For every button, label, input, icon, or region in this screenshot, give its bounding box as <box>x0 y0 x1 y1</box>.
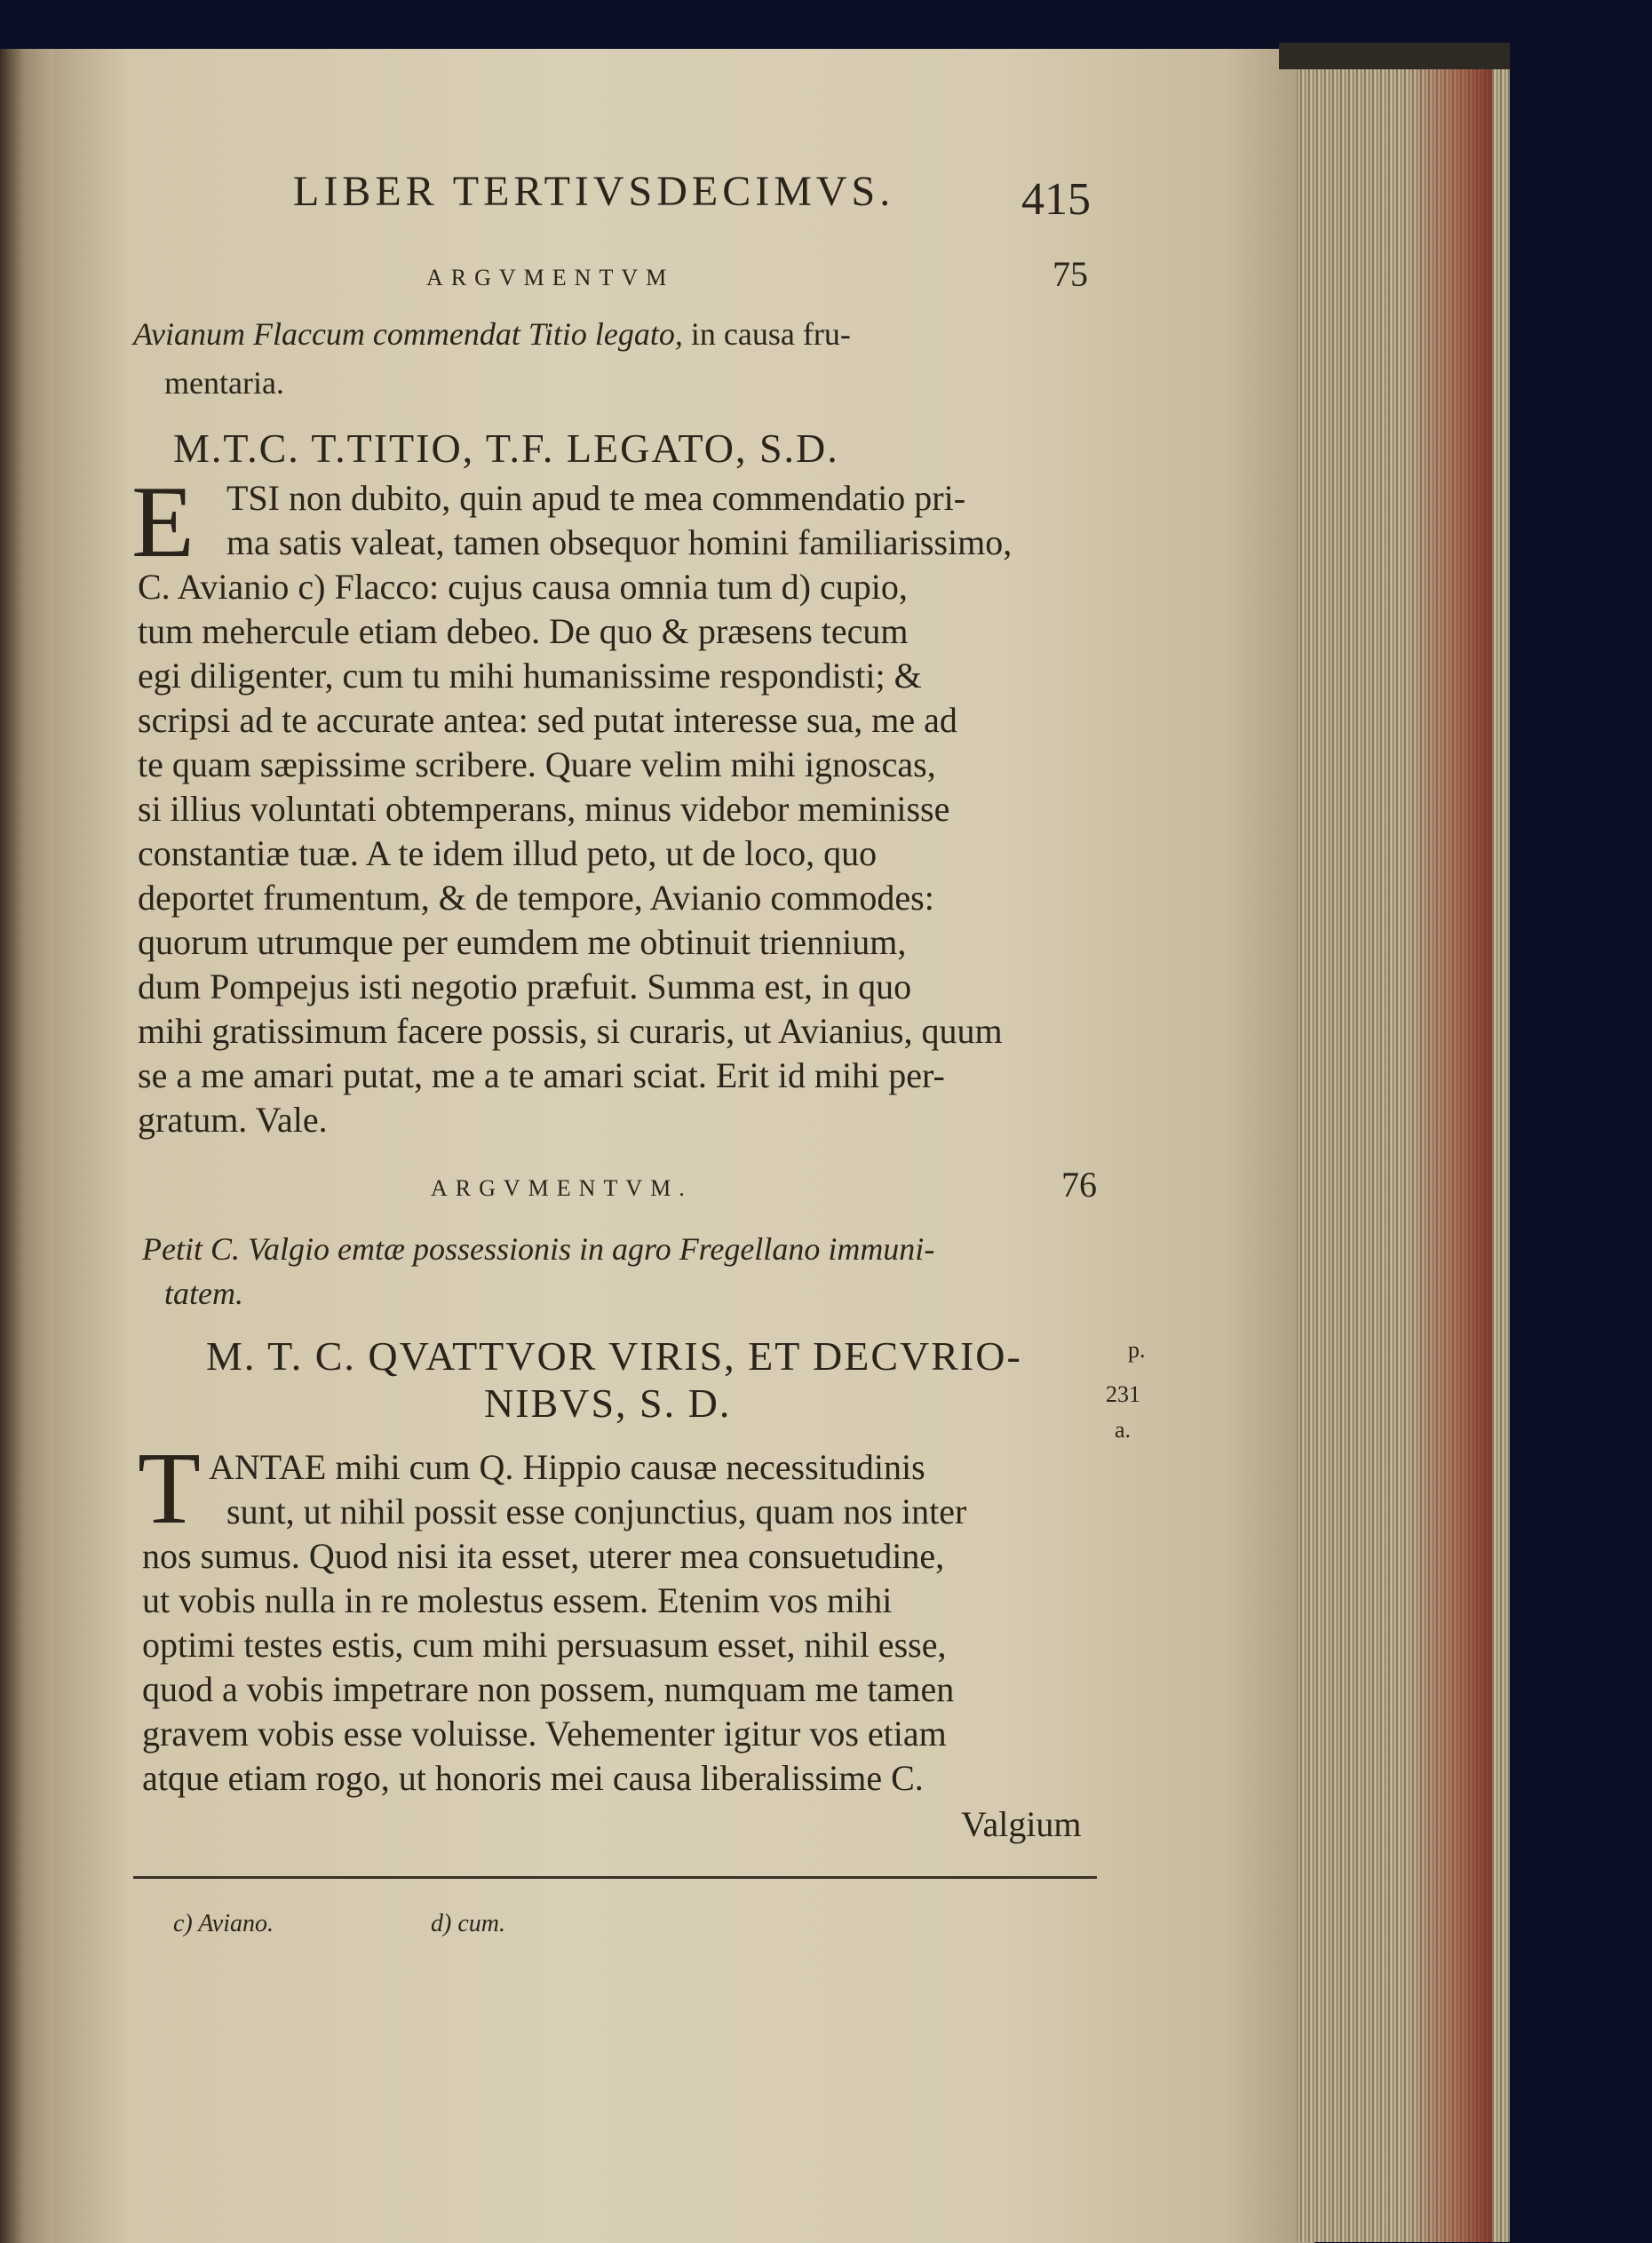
text-line: se a me amari putat, me a te amari sciat. Erit id mihi per- <box>138 1055 945 1095</box>
text-line: si illius voluntati obtemperans, minus videbor meminisse <box>138 789 950 829</box>
argument-summary-76-line2: tatem. <box>164 1276 243 1311</box>
salutation-75: M.T.C. T.TITIO, T.F. LEGATO, S.D. <box>173 426 839 471</box>
text-line: tum mehercule etiam debeo. De quo & præsens tecum <box>138 611 909 651</box>
argument-heading-75: ARGVMENTVM <box>426 265 675 290</box>
salutation-76-line2: NIBVS, S. D. <box>484 1380 732 1426</box>
text-line: atque etiam rogo, ut honoris mei causa liberalissime C. <box>142 1758 924 1798</box>
text-line: ut vobis nulla in re molestus essem. Etenim vos mihi <box>142 1580 893 1620</box>
text-line: mihi gratissimum facere possis, si curaris, ut Avianius, quum <box>138 1011 1003 1051</box>
text-line: sunt, ut nihil possit esse conjunctius, quam nos inter <box>226 1491 967 1531</box>
margin-note-line3: a. <box>1115 1417 1132 1443</box>
text-line: constantiæ tuæ. A te idem illud peto, ut de loco, quo <box>138 833 878 873</box>
catchword: Valgium <box>961 1804 1082 1844</box>
drop-cap-75: E <box>131 465 195 579</box>
text-line: te quam sæpissime scribere. Quare velim mihi ignoscas, <box>138 744 936 784</box>
text-line: optimi testes estis, cum mihi persuasum esset, nihil esse, <box>142 1625 947 1665</box>
footnote-rule <box>133 1876 1097 1879</box>
text-line: scripsi ad te accurate antea: sed putat interesse sua, me ad <box>138 700 957 740</box>
text-line: ma satis valeat, tamen obsequor homini familiarissimo, <box>226 522 1013 562</box>
argument-number-75: 75 <box>1052 254 1088 294</box>
text-line: gratum. Vale. <box>138 1100 328 1140</box>
drop-cap-76: T <box>138 1432 201 1546</box>
argument-number-76: 76 <box>1061 1165 1097 1205</box>
running-head: LIBER TERTIVSDECIMVS. <box>293 168 895 215</box>
argument-summary-76: Petit C. Valgio emtæ possessionis in agro Fregellano immuni- <box>142 1231 935 1267</box>
argument-summary-75-line2: mentaria. <box>164 365 284 401</box>
text-line: dum Pompejus isti negotio præfuit. Summa est, in quo <box>138 966 912 1006</box>
text-line: TSI non dubito, quin apud te mea commendatio pri- <box>226 478 966 518</box>
salutation-76-line1: M. T. C. QVATTVOR VIRIS, ET DECVRIO- <box>206 1333 1022 1379</box>
margin-note-line1: p. <box>1128 1337 1146 1363</box>
footnote-d: d) cum. <box>431 1910 505 1937</box>
text-line: quod a vobis impetrare non possem, numquam me tamen <box>142 1669 955 1709</box>
footnote-c: c) Aviano. <box>173 1910 274 1937</box>
book-cover-edge <box>1279 43 1510 69</box>
summary-plain: in causa fru- <box>690 316 851 352</box>
facing-page-edge <box>0 49 53 2243</box>
page-number: 415 <box>1021 174 1091 225</box>
text-line: ANTAE mihi cum Q. Hippio causæ necessitudinis <box>209 1447 925 1487</box>
text-line: nos sumus. Quod nisi ita esset, uterer mea consuetudine, <box>142 1536 945 1576</box>
margin-note-line2: 231 <box>1106 1381 1140 1407</box>
argument-heading-76: ARGVMENTVM. <box>431 1175 693 1201</box>
argument-summary-75 <box>133 315 851 353</box>
text-line: C. Avianio c) Flacco: cujus causa omnia tum d) cupio, <box>138 567 908 607</box>
summary-italic: Avianum Flaccum commendat Titio legato, <box>133 316 683 352</box>
text-line: gravem vobis esse voluisse. Vehementer igitur vos etiam <box>142 1714 947 1754</box>
text-line: quorum utrumque per eumdem me obtinuit triennium, <box>138 922 907 962</box>
text-line: egi diligenter, cum tu mihi humanissime respondisti; & <box>138 656 922 696</box>
text-line: deportet frumentum, & de tempore, Avianio commodes: <box>138 878 934 918</box>
red-edge-tint <box>1408 62 1492 2242</box>
